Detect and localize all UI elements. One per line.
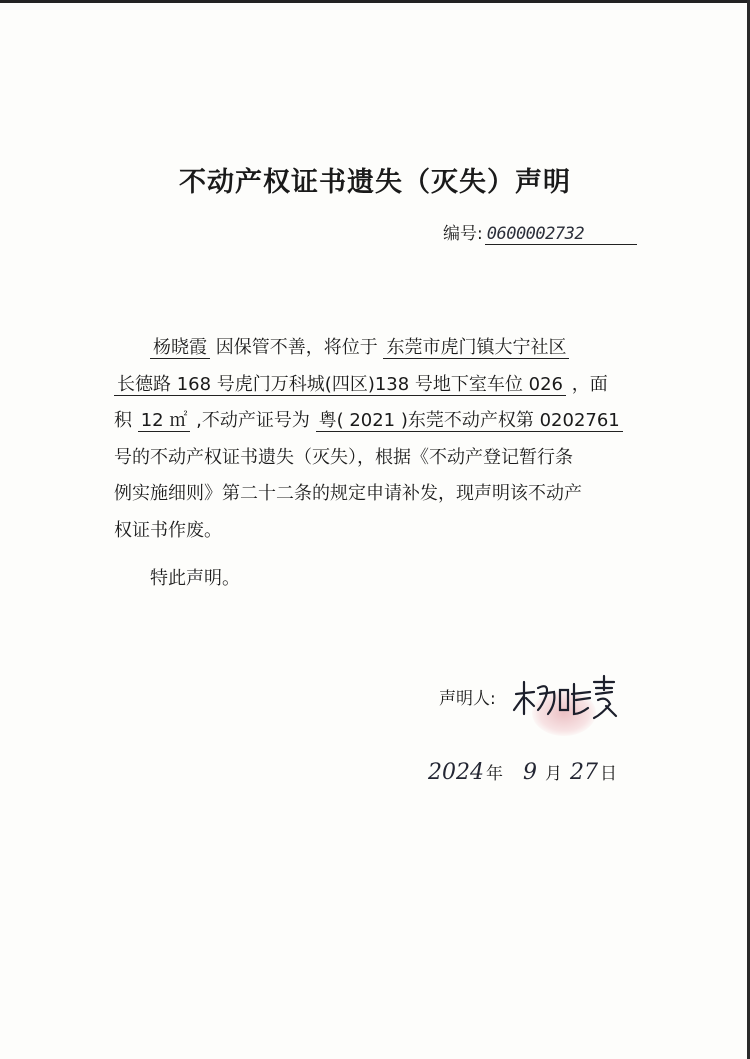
closing-statement: 特此声明。 xyxy=(150,568,240,589)
date-day: 27 xyxy=(570,760,598,785)
address-part-1: 东莞市虎门镇大宁社区 xyxy=(383,337,569,359)
declaration-body xyxy=(114,330,654,549)
area-value: 12 ㎡ xyxy=(138,410,191,432)
certificate-number: 粤( 2021 )东莞不动产权第 0202761 xyxy=(316,410,623,432)
body-text-4: ,不动产证号为 xyxy=(196,410,310,431)
date-year-label: 年 xyxy=(486,764,503,784)
serial-number: 0600002732 xyxy=(485,224,637,245)
body-line-4: 号的不动产权证书遗失（灭失），根据《不动产登记暂行条 xyxy=(114,446,573,468)
handwritten-signature xyxy=(510,670,620,725)
date-year: 2024 xyxy=(428,760,484,785)
body-line-2 xyxy=(114,367,654,404)
signing-date xyxy=(428,759,617,785)
date-day-label: 日 xyxy=(600,764,617,784)
serial-label: 编号: xyxy=(443,224,483,244)
body-text-1: 因保管不善，将位于 xyxy=(215,337,378,358)
date-month-label: 月 xyxy=(545,764,562,784)
serial-number-row xyxy=(443,219,637,245)
owner-name: 杨晓霞 xyxy=(150,337,210,359)
document-title: 不动产权证书遗失（灭失）声明 xyxy=(179,167,571,198)
scan-edge-top xyxy=(0,0,750,3)
declarant-label: 声明人: xyxy=(439,689,496,709)
body-line-3 xyxy=(114,403,654,440)
address-part-2: 长德路 168 号虎门万科城(四区)138 号地下室车位 026 xyxy=(114,374,566,396)
body-text-3: 积 xyxy=(114,410,132,431)
body-text-2: ，面 xyxy=(571,373,608,395)
date-month: 9 xyxy=(523,760,537,785)
body-line-1 xyxy=(114,330,654,367)
body-line-6: 权证书作废。 xyxy=(114,519,222,541)
body-line-5: 例实施细则》第二十二条的规定申请补发，现声明该不动产 xyxy=(114,483,582,504)
